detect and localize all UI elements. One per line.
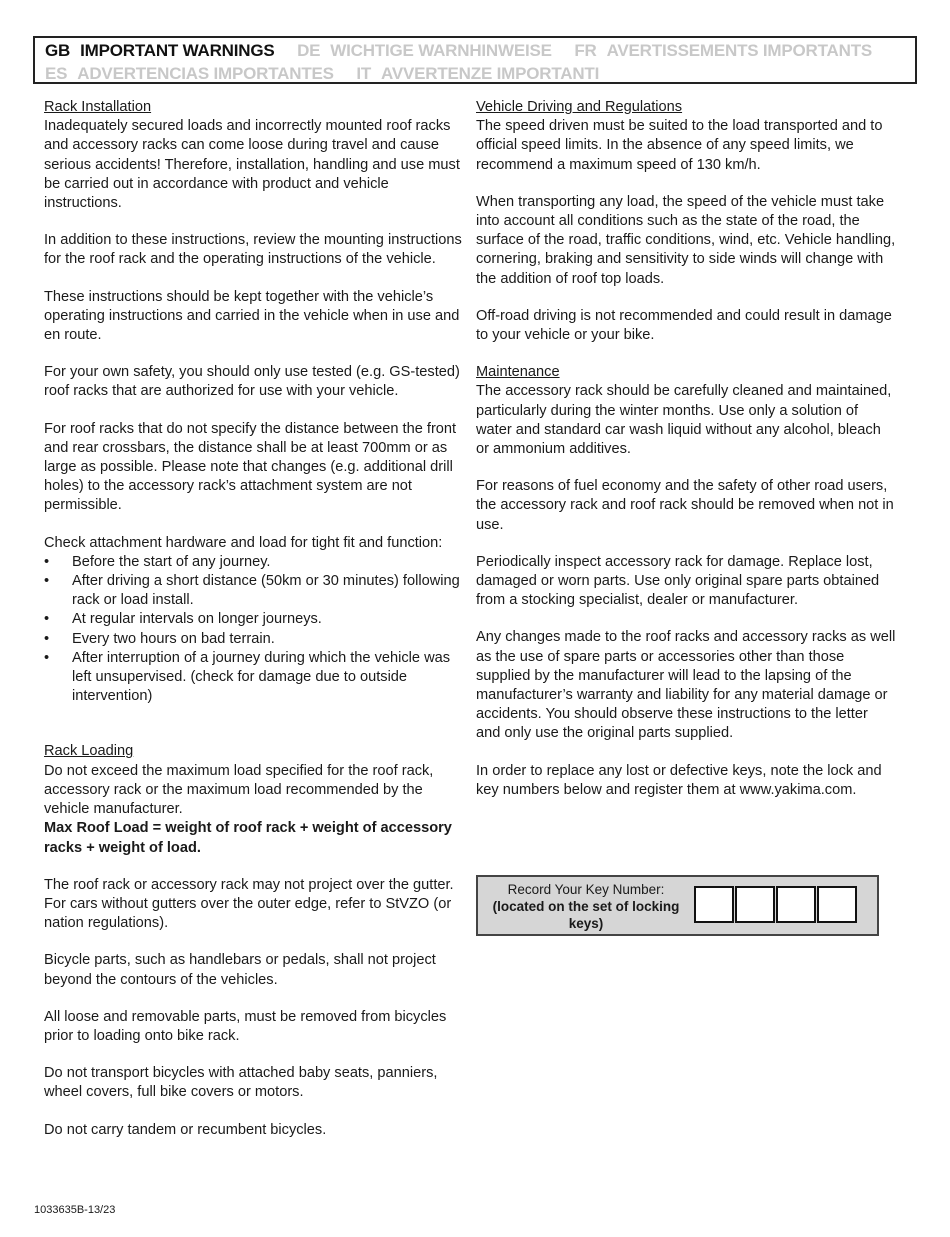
check-list	[44, 553, 462, 707]
key-number-title: Record Your Key Number:	[507, 882, 665, 897]
lang-es: ES ADVERTENCIAS IMPORTANTES	[45, 64, 334, 83]
paragraph: When transporting any load, the speed of the vehicle must take into account all conditions such as the state of the road, the surface of the road, traffic conditions, wind, etc. Vehicle handling, cornering, braking and sensitivity to side winds will change with the addition of roof top loads.	[476, 193, 896, 287]
header-line-1	[45, 41, 890, 61]
key-number-cells	[694, 886, 858, 923]
lang-fr: FR AVERTISSEMENTS IMPORTANTS	[574, 41, 873, 60]
paragraph: Off-road driving is not recommended and could result in damage to your vehicle or your bike.	[476, 307, 892, 344]
paragraph: The speed driven must be suited to the load transported and to official speed limits. In the absence of any speed limits, we recommend a maximum speed of 130 km/h.	[476, 118, 883, 173]
list-item: • Before the start of any journey.	[72, 553, 462, 572]
list-item: • After driving a short distance (50km or 30 minutes) following rack or load install.	[72, 572, 462, 610]
paragraph: Bicycle parts, such as handlebars or pedals, shall not project beyond the contours of the vehicles.	[44, 952, 436, 988]
key-number-note: (located on the set of locking keys)	[492, 899, 680, 931]
key-digit-cell[interactable]	[776, 886, 816, 923]
paragraph: Do not carry tandem or recumbent bicycles.	[44, 1121, 327, 1138]
right-column	[476, 98, 896, 818]
header-line-2	[45, 64, 617, 84]
lang-gb: GB IMPORTANT WARNINGS	[45, 41, 275, 60]
list-item: • Every two hours on bad terrain.	[72, 630, 462, 649]
paragraph: These instructions should be kept together with the vehicle’s operating instructions and carried in the vehicle when in use and en route.	[44, 288, 460, 344]
key-digit-cell[interactable]	[817, 886, 857, 923]
paragraph: Do not exceed the maximum load specified for the roof rack, accessory rack or the maximum load recommended by the vehicle manufacturer.	[44, 762, 434, 818]
paragraph: In order to replace any lost or defective keys, note the lock and key numbers below and register them at www.yakima.com.	[476, 762, 882, 798]
list-item: • At regular intervals on longer journeys.	[72, 610, 462, 629]
lang-de: DE WICHTIGE WARNHINWEISE	[297, 41, 552, 60]
paragraph: For your own safety, you should only use tested (e.g. GS-tested) roof racks that are authorized for use with your vehicle.	[44, 364, 460, 400]
paragraph: Do not transport bicycles with attached baby seats, panniers, wheel covers, full bike covers or motors.	[44, 1065, 438, 1101]
paragraph: In addition to these instructions, review the mounting instructions for the roof rack and the operating instructions of the vehicle.	[44, 232, 462, 268]
driving-heading: Vehicle Driving and Regulations	[476, 99, 683, 115]
language-header-box	[33, 36, 917, 84]
key-number-label	[486, 881, 686, 932]
paragraph: Periodically inspect accessory rack for damage. Replace lost, damaged or worn parts. Use only original spare parts obtained from a stocking specialist, dealer or manufacturer.	[476, 553, 880, 609]
document-code: 1033635B-13/23	[34, 1204, 116, 1216]
paragraph: For roof racks that do not specify the distance between the front and rear crossbars, the distance shall be at least 700mm or as large as possible. Please note that changes (e.g. additional drill holes) to the accessory rack’s attachment system are not permissible.	[44, 420, 457, 514]
lang-it: IT AVVERTENZE IMPORTANTI	[356, 64, 600, 83]
paragraph: The accessory rack should be carefully cleaned and maintained, particularly during the winter months. Use only a solution of water and standard car wash liquid without any alcohol, bleach or ammonium additives.	[476, 383, 892, 458]
paragraph: The roof rack or accessory rack may not project over the gutter. For cars without gutters over the outer edge, refer to StVZO (or nation regulations).	[44, 876, 454, 932]
max-roof-load-formula: Max Roof Load = weight of roof rack + weight of accessory racks + weight of load.	[44, 820, 452, 856]
key-digit-cell[interactable]	[694, 886, 734, 923]
maintenance-heading: Maintenance	[476, 364, 560, 381]
paragraph: Check attachment hardware and load for tight fit and function:	[44, 534, 443, 551]
rack-loading-heading: Rack Loading	[44, 743, 134, 760]
rack-installation-heading: Rack Installation	[44, 99, 152, 115]
key-digit-cell[interactable]	[735, 886, 775, 923]
paragraph: Inadequately secured loads and incorrectly mounted roof racks and accessory racks can come loose during travel and cause serious accidents! Therefore, installation, handling and use must be carried out in accordance with product and vehicle instructions.	[44, 118, 460, 212]
paragraph: Any changes made to the roof racks and accessory racks as well as the use of spare parts or accessories other than those supplied by the manufacturer will lead to the lapsing of the manufacturer’s warranty and liability for any material damage or accidents. You should observe these instructions to the letter and only use the original parts supplied.	[476, 629, 896, 742]
key-number-box	[476, 875, 879, 936]
left-column	[44, 98, 462, 1158]
list-item: • After interruption of a journey during which the vehicle was left unsupervised. (check for damage due to outside intervention)	[72, 649, 462, 707]
paragraph: All loose and removable parts, must be removed from bicycles prior to loading onto bike rack.	[44, 1008, 447, 1044]
paragraph: For reasons of fuel economy and the safety of other road users, the accessory rack and roof rack should be removed when not in use.	[476, 478, 894, 533]
